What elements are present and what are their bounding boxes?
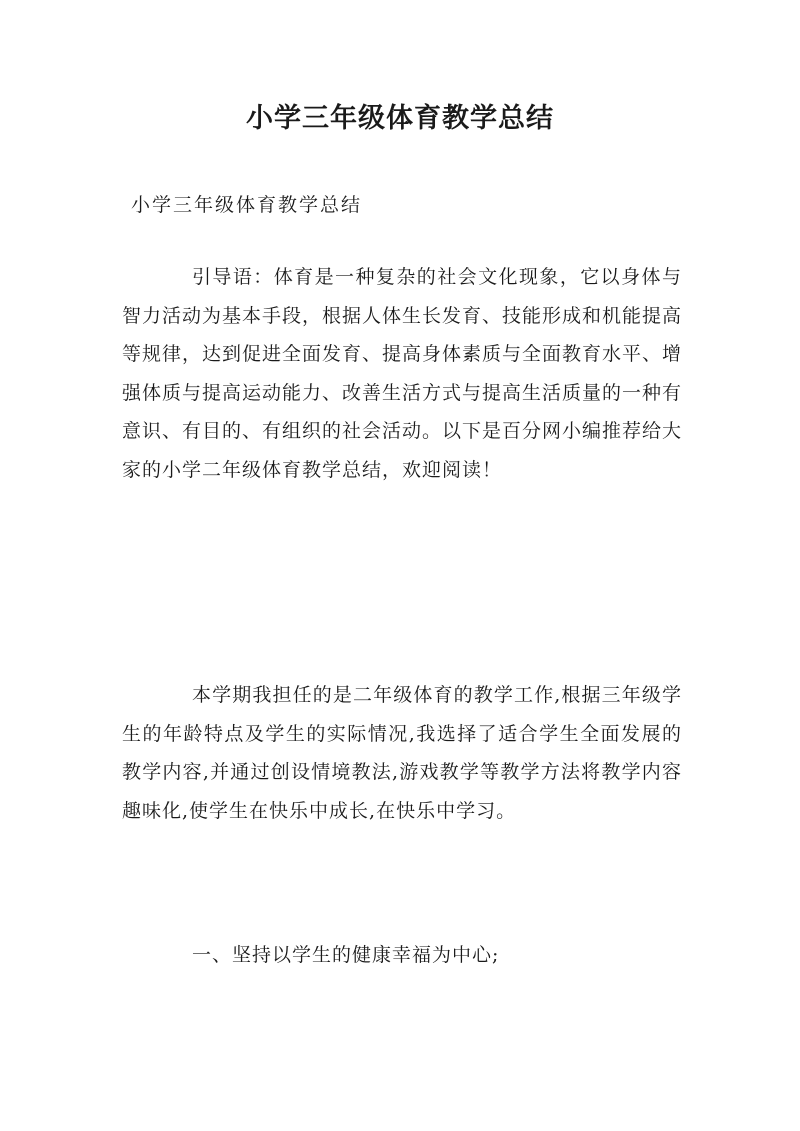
intro-paragraph: 引导语：体育是一种复杂的社会文化现象，它以身体与智力活动为基本手段，根据人体生长发育、技能形成和机能提高等规律，达到促进全面发育、提高身体素质与全面教育水平、增强体质与提高运动能力、改善生活方式与提高生活质量的一种有意识、有目的、有组织的社会活动。以下是百分网小编推荐给大家的小学二年级体育教学总结，欢迎阅读！ <box>122 266 683 481</box>
document-title: 小学三年级体育教学总结 <box>246 103 554 134</box>
document-subtitle: 小学三年级体育教学总结 <box>131 194 363 216</box>
body-paragraph: 本学期我担任的是二年级体育的教学工作,根据三年级学生的年龄特点及学生的实际情况,我选择了适合学生全面发展的教学内容,并通过创设情境教法,游戏教学等教学方法将教学内容趣味化,使学生在快乐中成长,在快乐中学习。 <box>122 684 682 822</box>
section-heading: 一、坚持以学生的健康幸福为中心; <box>192 944 500 966</box>
